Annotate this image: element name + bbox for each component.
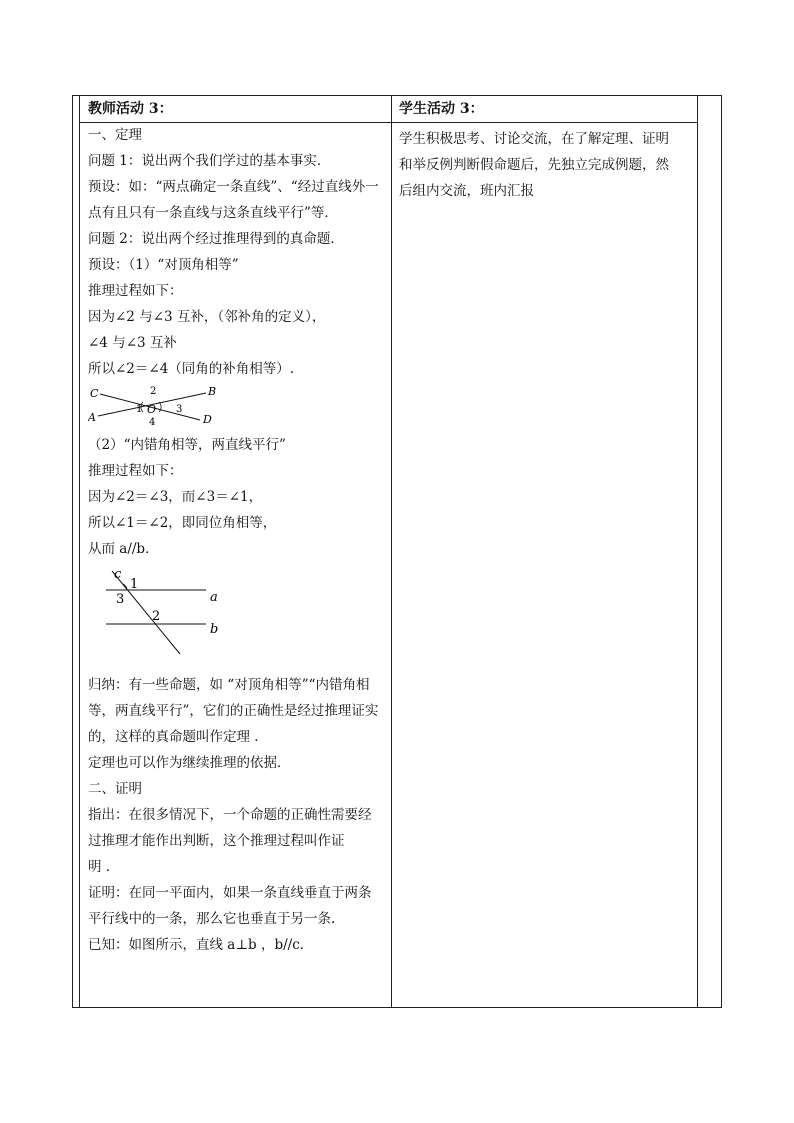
proof-note-line-2: 过推理才能作出判断，这个推理过程叫作证 (88, 833, 345, 849)
label-D: D (203, 413, 212, 426)
label-O: O (147, 403, 157, 416)
parallel-lines-figure (88, 568, 238, 670)
summary-line-2: 等，两直线平行”，它们的正确性是经过推理证实 (88, 703, 379, 719)
label-angle-4: 4 (149, 417, 156, 426)
student-text-line-1: 学生积极思考、讨论交流，在了解定理、证明 (399, 131, 669, 147)
table-border-right-inner (697, 96, 698, 1007)
summary-line-1: 归纳：有一些命题，如 “对顶角相等”“内错角相 (88, 677, 370, 693)
proof-note-line-3: 明 ． (88, 859, 120, 875)
table-border-left-inner (79, 96, 80, 1007)
label-line-b: b (210, 622, 219, 637)
proposition-line-2: 平行线中的一条，那么它也垂直于另一条. (88, 911, 336, 927)
student-text-line-2: 和举反例判断假命题后，先独立完成例题，然 (399, 157, 669, 173)
question-2: 问题 2：说出两个经过推理得到的真命题． (88, 231, 344, 247)
table-column-divider (391, 96, 392, 1007)
label-angle-3: 3 (176, 404, 183, 415)
reasoning-2-step-1: 因为∠2＝∠3，而∠3＝∠1， (88, 489, 263, 505)
proof-note-line-1: 指出：在很多情况下，一个命题的正确性需要经 (88, 807, 372, 823)
label-angle-2: 2 (150, 386, 157, 397)
section-title-theorem: 一、定理 (88, 127, 142, 143)
teacher-activity-cell (88, 96, 388, 958)
label-angle-2-parallel: 2 (152, 609, 161, 624)
student-activity-header: 学生活动 3： (399, 101, 484, 117)
vertical-angles-figure (88, 384, 238, 426)
student-activity-cell (399, 96, 691, 204)
proposition-line-1: 证明：在同一平面内，如果一条直线垂直于两条 (88, 885, 372, 901)
label-B: B (208, 385, 217, 398)
reasoning-2-conclusion: 从而 a//b． (88, 541, 159, 557)
question-1: 问题 1：说出两个我们学过的基本事实． (88, 153, 331, 169)
label-A: A (88, 411, 96, 424)
answer-2-intro: 预设：（1）“对顶角相等” (88, 257, 239, 273)
label-angle-1: 1 (136, 404, 143, 415)
answer-1-line-1: 预设：如：“两点确定一条直线”、“经过直线外一 (88, 179, 379, 195)
reasoning-1-conclusion: 所以∠2＝∠4（同角的补角相等）. (88, 361, 295, 377)
reasoning-heading-1: 推理过程如下： (88, 283, 183, 299)
theorem-basis: 定理也可以作为继续推理的依据． (88, 755, 291, 771)
answer-2b-intro: （2）“内错角相等，两直线平行” (88, 437, 286, 453)
label-c: c (114, 568, 122, 582)
student-text-line-3: 后组内交流，班内汇报 (399, 183, 534, 199)
activity-table (72, 95, 722, 1008)
given-statement: 已知：如图所示，直线 a⊥b ，b//c． (88, 937, 314, 953)
answer-1-line-2: 点有且只有一条直线与这条直线平行”等． (88, 205, 338, 221)
header-separator (79, 122, 697, 123)
reasoning-heading-2: 推理过程如下： (88, 463, 183, 479)
label-C: C (90, 387, 99, 400)
summary-line-3: 的，这样的真命题叫作定理 ． (88, 729, 268, 745)
reasoning-2-step-2: 所以∠1＝∠2，即同位角相等， (88, 515, 277, 531)
label-line-a: a (210, 590, 218, 605)
label-angle-3-parallel: 3 (116, 592, 125, 607)
reasoning-1-step-1: 因为∠2 与∠3 互补，（邻补角的定义）， (88, 309, 326, 325)
section-title-proof: 二、证明 (88, 781, 142, 797)
label-angle-1-parallel: 1 (130, 577, 139, 592)
teacher-activity-header: 教师活动 3： (88, 101, 173, 117)
reasoning-1-step-2: ∠4 与∠3 互补 (88, 335, 177, 351)
